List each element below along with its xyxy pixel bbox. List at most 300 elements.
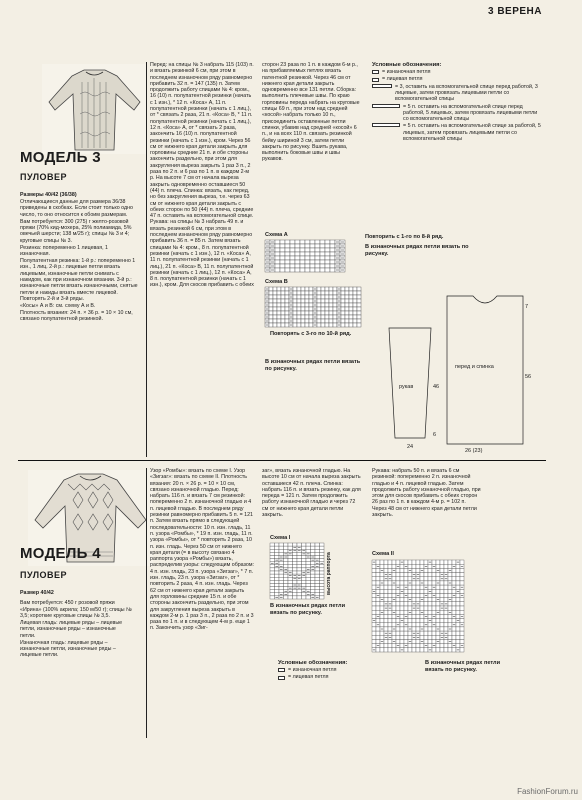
chart-cell [290, 240, 295, 244]
chart-cell [384, 610, 388, 614]
chart-cell [293, 590, 298, 593]
chart-cell [315, 244, 320, 248]
chart-cell [295, 256, 300, 260]
legend-item: = 5 п. оставить на вспомогательной спице перед работой, 5 лицевых, затем провязать лицевыми петли со вспомогательной спицы [403, 103, 538, 123]
chart-cell [444, 614, 448, 618]
chart-cell [285, 256, 290, 260]
chart-cell [297, 543, 302, 546]
chart-cell [404, 631, 408, 635]
chart-cell [424, 568, 428, 572]
chart-cell [279, 543, 284, 546]
chart-cell [288, 562, 293, 565]
chart-cell [456, 644, 460, 648]
chart-cell [333, 287, 337, 291]
chart-cell [428, 606, 432, 610]
chart-cell [315, 543, 320, 546]
chart-cell [284, 543, 289, 546]
chart-cell [270, 583, 275, 586]
chart-cell [420, 560, 424, 564]
chart-cell [412, 568, 416, 572]
chart-cell [436, 644, 440, 648]
chart-cell [297, 580, 302, 583]
chart-cell [448, 585, 452, 589]
cable-symbol [372, 104, 400, 108]
chart-cell [420, 614, 424, 618]
chart-cell [315, 549, 320, 552]
chart-cell [302, 596, 307, 599]
chart-cell [301, 315, 305, 319]
chart-cell [320, 577, 325, 580]
chart-cell [275, 240, 280, 244]
schematic-dim: 46 [433, 384, 440, 390]
chart-cell [388, 598, 392, 602]
chart-cell [273, 299, 277, 303]
chart-cell [329, 299, 333, 303]
chart-cell [384, 564, 388, 568]
model4-col2: Узор «Ромбы»: вязать по схеме I. Узор «Зигзаг»: вязать по схеме II. Плотность вязания: 20 п. × 26 р. = 10 × 10 см, связано изнаночной гладью. Перед: набрать 116 п. и вязать 7 см резинкой: попеременно 2 п. изнаночной гладью и 4 п. лицевой гладью. В последнем ряду резинки равномерно прибавить 5 п. = 121 п. Затем вязать прямо в следующей последовательности: 10 п. изн. гладь, 11 п. узора «Ромбы», * 19 п. изн. гладь, 11 п. узора «Ромбы», от * повторить 2 раза, 10 п. изн. гладь. Через 50 см от нижнего края детали (= в высоту связано 4 раппорта узора «Ромбы») вязать, распределив узоры: следующим образом: 4 п. изн. гладь, 23 п. узора «Зигзаг», * 7 п. изн. гладь, 23 п. узора «Зигзаг», от * повторить 2 раза, 4 п. изн. гладь. Через 62 см от нижнего края детали закрыть для горловины средние 15 п. и обе стороны закончить раздельно, при этом для закругления выреза закрыть в каждом 2-м р. 1 раз 3 п., 2 раза по 2 п. и 3 раза по 1 п. и в следующем 4-м р. еще 1 п. Закончить узор «Зиг- [150, 468, 254, 632]
legend-item: = 5 п. оставить на вспомогательной спице за работой, 5 лицевых, затем провязать лицевыми петли со вспомогательной спицы [403, 123, 541, 143]
chart-cell [456, 573, 460, 577]
chart-cell [428, 635, 432, 639]
chart-cell [295, 260, 300, 264]
chart-cell [281, 291, 285, 295]
chart-cell [273, 319, 277, 323]
chart-cell [290, 252, 295, 256]
chart-cell [317, 303, 321, 307]
legend-item: = 3, оставить на вспомогательной спице перед работой, 3 лицевые, затем провязать лицевыми петли со вспомогательной спицы [395, 83, 538, 103]
chart-cell [320, 543, 325, 546]
chart-cell [275, 552, 280, 555]
chart-cell [280, 252, 285, 256]
legend-item: = изнаночная петля [288, 667, 337, 674]
chart-cell [349, 291, 353, 295]
chart-cell [396, 598, 400, 602]
chart-cell [288, 583, 293, 586]
chart-cell [392, 564, 396, 568]
chart-cell [284, 583, 289, 586]
chart-cell [372, 598, 376, 602]
chart-cell [424, 598, 428, 602]
chart-cell [320, 268, 325, 272]
chart-cell [320, 580, 325, 583]
chart-cell [357, 307, 361, 311]
chart-cell [440, 610, 444, 614]
cable-symbol [372, 84, 392, 88]
chart-cell [320, 583, 325, 586]
chart-cell [396, 573, 400, 577]
chart-cell [432, 598, 436, 602]
chart-cell [376, 581, 380, 585]
chart-cell [376, 577, 380, 581]
chart-cell [321, 323, 325, 327]
chart-cell [288, 555, 293, 558]
chart-cell [388, 619, 392, 623]
chart-cell [392, 606, 396, 610]
model4-sizes: Размер 40/42 [20, 590, 54, 596]
chart-cell [432, 560, 436, 564]
chart-cell [277, 319, 281, 323]
chart-cell [284, 580, 289, 583]
chart-cell [372, 635, 376, 639]
chart-cell [275, 543, 280, 546]
chart-cell [376, 610, 380, 614]
chart-cell [275, 256, 280, 260]
chart-cell [321, 315, 325, 319]
chart-cell [300, 268, 305, 272]
chart-cell [444, 619, 448, 623]
chart-cell [384, 639, 388, 643]
chart-cell [412, 619, 416, 623]
chart-cell [305, 268, 310, 272]
chart-cell [330, 248, 335, 252]
chart-cell [293, 552, 298, 555]
chart-cell [279, 571, 284, 574]
chart-cell [341, 319, 345, 323]
chart-cell [376, 568, 380, 572]
model3-para: Резинка: попеременно 1 лицевая, 1 изнаночная. [20, 244, 108, 258]
chart-cell [372, 644, 376, 648]
model3-para: Вам потребуется: 300 (275) г желто-розовой пряжи (70% кид-мохера, 25% полиамида, 5% овечьей шерсти; 138 м/25 г); спицы № 3 и 4; круговые спицы № 3. [20, 218, 132, 244]
chart-cell [301, 311, 305, 315]
chart-cell [400, 635, 404, 639]
chart-cell [333, 323, 337, 327]
chart-cell [333, 307, 337, 311]
chart-cell [353, 291, 357, 295]
chart-cell [301, 307, 305, 311]
chart-cell [306, 549, 311, 552]
chart-cell [412, 610, 416, 614]
model3-para: «Косы» А и В: см. схему А и В. [20, 303, 96, 310]
chart-cell [310, 268, 315, 272]
chart-cell [320, 587, 325, 590]
chart-cell [285, 315, 289, 319]
chart-cell [456, 593, 460, 597]
chart-cell [280, 264, 285, 268]
scheme-1-purl-note: В изнаночных рядах петли вязать по рисунку. [270, 603, 346, 616]
chart-cell [281, 299, 285, 303]
chart-cell [293, 303, 297, 307]
chart-cell [300, 248, 305, 252]
chart-cell [273, 307, 277, 311]
chart-cell [275, 577, 280, 580]
chart-cell [345, 311, 349, 315]
chart-cell [301, 295, 305, 299]
chart-cell [388, 627, 392, 631]
chart-cell [269, 299, 273, 303]
chart-cell [452, 610, 456, 614]
chart-cell [424, 631, 428, 635]
chart-cell [408, 577, 412, 581]
chart-cell [353, 303, 357, 307]
chart-cell [279, 587, 284, 590]
chart-cell [315, 590, 320, 593]
chart-cell [420, 573, 424, 577]
chart-cell [428, 573, 432, 577]
chart-cell [436, 631, 440, 635]
chart-cell [404, 619, 408, 623]
chart-cell [452, 627, 456, 631]
chart-cell [376, 602, 380, 606]
chart-cell [432, 573, 436, 577]
legend-item: = изнаночная петля [382, 69, 431, 76]
schematic-dim: 26 (23) [465, 448, 483, 454]
chart-cell [353, 307, 357, 311]
chart-cell [412, 627, 416, 631]
chart-cell [329, 315, 333, 319]
chart-cell [412, 639, 416, 643]
chart-cell [444, 598, 448, 602]
chart-cell [309, 287, 313, 291]
chart-cell [436, 606, 440, 610]
chart-cell [452, 568, 456, 572]
chart-cell [345, 299, 349, 303]
chart-cell [372, 614, 376, 618]
chart-cell [329, 295, 333, 299]
chart-cell [293, 295, 297, 299]
chart-cell [284, 559, 289, 562]
chart-cell [269, 307, 273, 311]
chart-cell [305, 319, 309, 323]
chart-cell [412, 585, 416, 589]
chart-cell [384, 614, 388, 618]
chart-cell [400, 631, 404, 635]
chart-cell [416, 623, 420, 627]
legend-title: Условные обозначения: [372, 62, 442, 68]
chart-cell [357, 291, 361, 295]
chart-cell [456, 581, 460, 585]
chart-cell [416, 560, 420, 564]
chart-cell [388, 589, 392, 593]
chart-cell [392, 623, 396, 627]
chart-cell [420, 602, 424, 606]
chart-cell [384, 619, 388, 623]
chart-cell [275, 590, 280, 593]
chart-cell [315, 260, 320, 264]
chart-cell [305, 264, 310, 268]
schematic-dim: 7 [525, 304, 529, 310]
chart-cell [400, 581, 404, 585]
chart-cell [376, 589, 380, 593]
chart-cell [404, 635, 408, 639]
model3-title: МОДЕЛЬ 3 [20, 149, 101, 166]
chart-cell [270, 549, 275, 552]
chart-cell [285, 248, 290, 252]
chart-cell [408, 614, 412, 618]
chart-cell [436, 619, 440, 623]
chart-cell [388, 648, 392, 652]
section-divider [18, 460, 546, 461]
chart-cell [273, 315, 277, 319]
chart-cell [388, 581, 392, 585]
chart-cell [277, 299, 281, 303]
chart-cell [432, 610, 436, 614]
chart-cell [416, 614, 420, 618]
scheme-2-title: Схема II [372, 551, 394, 557]
chart-cell [293, 596, 298, 599]
chart-cell [432, 619, 436, 623]
chart-cell [310, 256, 315, 260]
chart-cell [357, 319, 361, 323]
chart-cell [297, 590, 302, 593]
chart-cell [309, 307, 313, 311]
chart-cell [448, 635, 452, 639]
chart-cell [404, 589, 408, 593]
chart-cell [444, 644, 448, 648]
chart-cell [285, 323, 289, 327]
chart-cell [452, 573, 456, 577]
chart-cell [284, 562, 289, 565]
chart-cell [279, 583, 284, 586]
chart-cell [333, 295, 337, 299]
chart-cell [297, 596, 302, 599]
chart-cell [288, 546, 293, 549]
chart-cell [341, 315, 345, 319]
chart-cell [281, 323, 285, 327]
chart-cell [281, 303, 285, 307]
chart-cell [270, 580, 275, 583]
chart-cell [372, 631, 376, 635]
chart-cell [456, 598, 460, 602]
chart-cell [270, 543, 275, 546]
chart-cell [341, 311, 345, 315]
chart-cell [270, 596, 275, 599]
garment-schematic [385, 288, 535, 453]
chart-cell [297, 552, 302, 555]
chart-cell [460, 610, 464, 614]
chart-cell [293, 568, 298, 571]
chart-cell [380, 577, 384, 581]
page-header: 3 ВЕРЕНА [487, 6, 542, 17]
chart-cell [310, 260, 315, 264]
chart-cell [284, 546, 289, 549]
chart-cell [392, 585, 396, 589]
chart-cell [436, 602, 440, 606]
model3-sweater-photo [42, 64, 147, 154]
chart-cell [372, 623, 376, 627]
chart-cell [448, 648, 452, 652]
chart-cell [420, 589, 424, 593]
chart-cell [329, 323, 333, 327]
chart-cell [420, 619, 424, 623]
chart-cell [297, 571, 302, 574]
model4-title: МОДЕЛЬ 4 [20, 545, 101, 562]
chart-cell [357, 295, 361, 299]
chart-cell [279, 549, 284, 552]
chart-cell [311, 562, 316, 565]
chart-cell [321, 311, 325, 315]
chart-cell [440, 564, 444, 568]
chart-cell [448, 560, 452, 564]
chart-cell [420, 593, 424, 597]
chart-cell [380, 560, 384, 564]
chart-cell [392, 560, 396, 564]
column-divider [146, 468, 147, 738]
chart-cell [277, 311, 281, 315]
chart-cell [428, 577, 432, 581]
chart-cell [281, 287, 285, 291]
chart-cell [440, 581, 444, 585]
chart-cell [388, 593, 392, 597]
chart-cell [408, 589, 412, 593]
chart-cell [270, 565, 275, 568]
chart-cell [305, 291, 309, 295]
chart-cell [330, 260, 335, 264]
chart-cell [293, 315, 297, 319]
chart-cell [392, 619, 396, 623]
chart-cell [408, 644, 412, 648]
chart-cell [320, 260, 325, 264]
chart-cell [279, 546, 284, 549]
chart-cell [384, 623, 388, 627]
chart-cell [269, 303, 273, 307]
chart-cell [460, 619, 464, 623]
chart-cell [404, 648, 408, 652]
chart-cell [420, 648, 424, 652]
chart-cell [416, 627, 420, 631]
chart-cell [412, 623, 416, 627]
chart-cell [456, 623, 460, 627]
chart-cell [320, 593, 325, 596]
chart-cell [376, 648, 380, 652]
chart-cell [420, 564, 424, 568]
chart-cell [295, 248, 300, 252]
chart-cell [341, 323, 345, 327]
chart-cell [392, 589, 396, 593]
chart-cell [317, 295, 321, 299]
chart-cell [400, 623, 404, 627]
chart-cell [317, 311, 321, 315]
chart-cell [412, 614, 416, 618]
chart-cell [412, 593, 416, 597]
chart-cell [279, 552, 284, 555]
chart-cell [309, 311, 313, 315]
chart-cell [460, 568, 464, 572]
chart-cell [416, 610, 420, 614]
chart-cell [297, 311, 301, 315]
schematic-sleeve-label: рукав [399, 384, 414, 390]
chart-cell [321, 299, 325, 303]
chart-cell [330, 256, 335, 260]
chart-cell [306, 559, 311, 562]
chart-cell [321, 291, 325, 295]
chart-cell [317, 319, 321, 323]
chart-cell [306, 587, 311, 590]
chart-cell [311, 580, 316, 583]
chart-cell [388, 568, 392, 572]
chart-cell [404, 602, 408, 606]
chart-cell [305, 240, 310, 244]
scheme-b-title: Схема В [265, 279, 288, 285]
chart-cell [456, 606, 460, 610]
chart-cell [345, 319, 349, 323]
chart-cell [456, 577, 460, 581]
chart-cell [315, 252, 320, 256]
chart-cell [293, 307, 297, 311]
chart-cell [372, 627, 376, 631]
chart-cell [353, 295, 357, 299]
chart-cell [380, 635, 384, 639]
chart-cell [277, 291, 281, 295]
chart-cell [275, 264, 280, 268]
chart-cell [297, 303, 301, 307]
chart-cell [456, 631, 460, 635]
chart-cell [448, 602, 452, 606]
chart-cell [280, 244, 285, 248]
chart-cell [416, 585, 420, 589]
chart-cell [432, 602, 436, 606]
chart-cell [279, 574, 284, 577]
chart-cell [333, 291, 337, 295]
